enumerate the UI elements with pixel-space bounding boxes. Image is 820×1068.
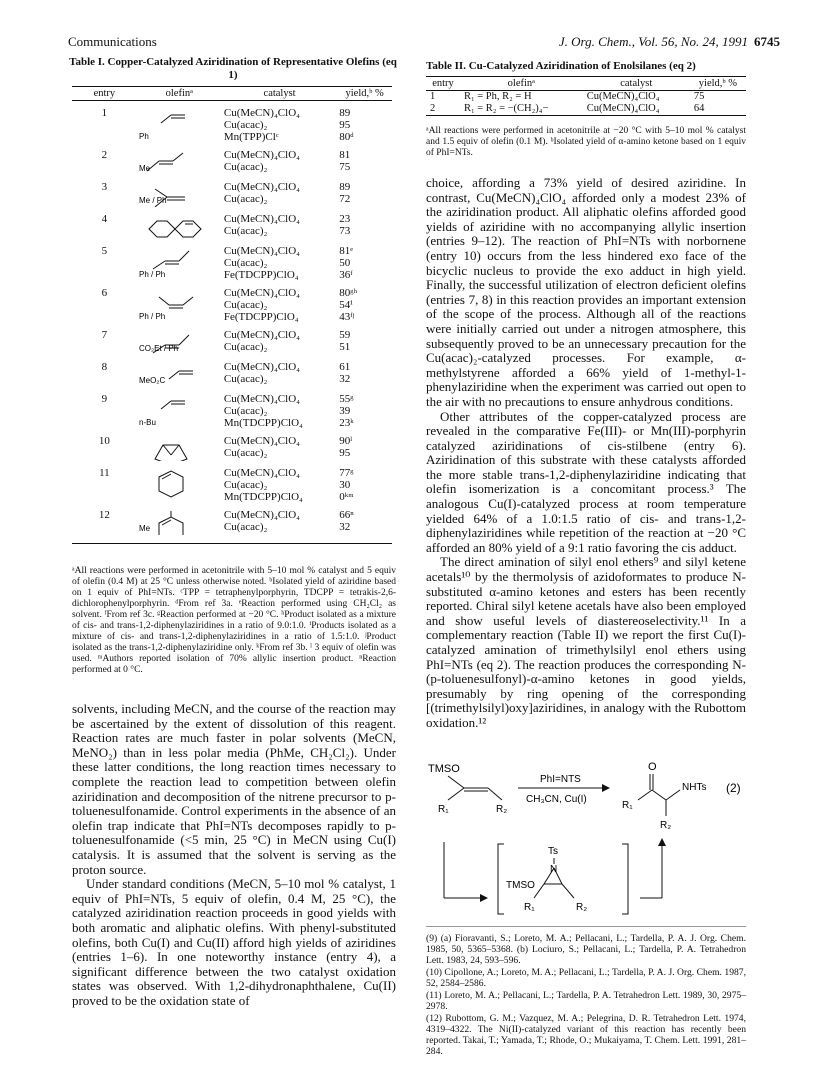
table1-olefin-cell (137, 101, 222, 144)
product-nhts-label: NHTs (682, 782, 707, 793)
table1-header-yield: yield,ᵇ % (337, 87, 392, 101)
table1-catalyst: Mn(TDCPP)ClO₄ (223, 417, 303, 429)
olefin-structure (139, 435, 209, 461)
intermediate-r2-label: R₂ (576, 902, 588, 913)
table1-yield: 72 (339, 193, 351, 205)
olefin-substituent-label: Ph (138, 132, 149, 141)
table2 (426, 76, 746, 116)
table1-yield: 36ᶠ (339, 269, 353, 281)
table1-yield: 90ˡ (339, 435, 353, 447)
table1-catalyst-cell (222, 143, 337, 175)
reference-10: (10) Cipollone, A.; Loreto, M. A.; Pellacani, L.; Tardella, P. A. J. Org. Chem. 1987, 52, 2584–2586. (426, 967, 746, 989)
table1-yield: 23ᵏ (339, 417, 354, 429)
table1-yield-cell (337, 461, 392, 503)
table1-catalyst: Cu(MeCN)₄ClO₄ (223, 393, 300, 405)
table1-catalyst-cell (222, 387, 337, 429)
olefin-substituent-label: Me / Ph (138, 196, 167, 205)
table1-row (72, 503, 392, 544)
table1-title: Table I. Copper-Catalyzed Aziridination of Representative Olefins (eq 1) (69, 56, 397, 81)
reactant-tmso-label: TMSO (428, 763, 460, 775)
table1-catalyst: Cu(acac)₂ (223, 405, 268, 417)
table1-yield: 23 (339, 213, 351, 225)
table1-yield: 43ᶠʲ (339, 311, 355, 323)
table2-yield: 75 (693, 91, 705, 102)
olefin-structure (139, 245, 209, 281)
olefin-structure (139, 393, 209, 429)
table1-yield-cell (337, 207, 392, 239)
table1-yield-cell (337, 101, 392, 144)
table1-entry-number: 11 (99, 467, 110, 479)
table1-catalyst: Cu(MeCN)₄ClO₄ (223, 245, 300, 257)
table1-entry-number: 9 (101, 393, 108, 405)
table1-entry-number: 7 (101, 329, 108, 341)
reference-12: (12) Rubottom, G. M.; Vazquez, M. A.; Pelegrina, D. R. Tetrahedron Lett. 1974, 4319–4322. The Ni(II)-catalyzed variant of this reaction has recently been reported. Takai, T.; Yamada, T.; Rhode, O.; Mukaiyama, T. Chem. Lett. 1991, 281–284. (426, 1013, 746, 1057)
reaction-scheme-eq2 (426, 760, 750, 916)
table1-catalyst: Mn(TDCPP)ClO₄ (223, 491, 303, 503)
table1-catalyst: Cu(acac)₂ (223, 257, 268, 269)
table1-yield-cell (337, 503, 392, 544)
table1-olefin-cell (137, 323, 222, 355)
table2-entry: 1 (430, 91, 436, 102)
table1-yield: 80ᵍʰ (339, 287, 358, 299)
table1-catalyst: Cu(MeCN)₄ClO₄ (223, 361, 300, 373)
journal-citation: J. Org. Chem., Vol. 56, No. 24, 1991 (558, 34, 748, 49)
intermediate-brackets (498, 844, 628, 914)
table1-catalyst: Cu(MeCN)₄ClO₄ (223, 509, 300, 521)
table1-catalyst: Mn(TPP)Clᶜ (223, 131, 279, 143)
table1-olefin-cell (137, 503, 222, 544)
table1-entry-number: 3 (101, 181, 108, 193)
table1-row (72, 101, 392, 144)
table1-olefin-cell (137, 281, 222, 323)
reactant-r1-label: R₁ (438, 804, 449, 815)
table1-header-catalyst: catalyst (222, 87, 337, 101)
table1-body (72, 101, 392, 544)
table1-yield: 73 (339, 225, 351, 237)
reaction-arrow-head (602, 784, 610, 792)
table1-header-entry: entry (72, 87, 137, 101)
table1-catalyst: Cu(MeCN)₄ClO₄ (223, 435, 300, 447)
reactant-r2-label: R₂ (496, 804, 508, 815)
olefin-substituent-label: Me (138, 164, 150, 173)
table1-olefin-cell (137, 461, 222, 503)
table1-catalyst-cell (222, 461, 337, 503)
table2-header-yield: yield,ᵇ % (690, 77, 746, 91)
intermediate-n-label: N (550, 864, 558, 875)
table2-olefin: R₁ = Ph, R₂ = H (463, 91, 532, 102)
table1-catalyst-cell (222, 503, 337, 544)
right-paragraph-3: The direct amination of silyl enol ethers⁹ and silyl ketene acetals¹⁰ by the thermolysis of azidoformates to produce N-substituted α-amino ketones and esters has been recently reported. Chiral silyl ketene acetals have also been employed and show useful levels of diastereoselectivity.¹¹ In a complementary reaction (Table II) we report the first Cu(I)-catalyzed amination of trimethylsilyl enol ethers using PhI=NTs (eq 2). The reaction produces the corresponding N-(p-toluenesulfonyl)-α-amino ketones in good yields, presumably by ring opening of the corresponding [(trimethylsilyl)oxy]aziridines, in analogy with the Rubottom oxidation.¹² (426, 554, 746, 730)
table1-entry-number: 4 (101, 213, 108, 225)
table1-catalyst: Cu(MeCN)₄ClO₄ (223, 149, 300, 161)
table1-catalyst: Cu(MeCN)₄ClO₄ (223, 213, 300, 225)
running-header-section: Communications (68, 34, 157, 49)
table1-entry-number: 5 (101, 245, 108, 257)
olefin-substituent-label: n-Bu (138, 418, 156, 427)
olefin-structure (139, 287, 209, 323)
reference-9: (9) (a) Fioravanti, S.; Loreto, M. A.; Pellacani, L.; Tardella, P. A. J. Org. Chem. 1985, 50, 5365–5368. (b) Lociuro, S.; Pellacani, L.; Tardella, P. A. Tetrahedron Lett. 1983, 24, 593–596. (426, 933, 746, 966)
table1-yield: 61 (339, 361, 351, 373)
running-header-journal (559, 34, 780, 50)
olefin-substituent-label: Ph / Ph (138, 270, 166, 279)
table1-catalyst-cell (222, 239, 337, 281)
table1-catalyst: Cu(acac)₂ (223, 373, 268, 385)
table1-olefin-cell (137, 355, 222, 387)
table1-olefin-cell (137, 239, 222, 281)
table1-yield: 0ᵏᵐ (339, 491, 354, 503)
table1-catalyst: Cu(MeCN)₄ClO₄ (223, 287, 300, 299)
table1-olefin-cell (137, 143, 222, 175)
table1-yield: 75 (339, 161, 351, 173)
table1-catalyst-cell (222, 355, 337, 387)
olefin-substituent-label: Me (138, 524, 150, 533)
table1-yield-cell (337, 355, 392, 387)
intermediate-tmso-label: TMSO (506, 880, 535, 891)
intermediate-ts-label: Ts (548, 846, 558, 857)
left-paragraph-2: Under standard conditions (MeCN, 5–10 mol % catalyst, 1 equiv of PhI=NTs, 5 equiv of olefin, 0.4 M, 25 °C), the catalyzed aziridination reaction proceeds in good yields with both aromatic and aliphatic olefins. With phenyl-substituted olefins, both Cu(I) and Cu(II) afford high yields of aziridines (entries 1–6). In one noteworthy instance (entry 4), a significant difference between the two catalyst oxidation states was observed. With 1,2-dihydronaphthalene, Cu(II) proved to be the oxidation state of (72, 876, 396, 1008)
table1-catalyst-cell (222, 429, 337, 461)
table1-entry-number: 10 (98, 435, 110, 447)
table1-yield: 55ᵍ (339, 393, 354, 405)
table1-catalyst: Fe(TDCPP)ClO₄ (223, 269, 299, 281)
table1-catalyst: Cu(MeCN)₄ClO₄ (223, 107, 300, 119)
table2-catalyst: Cu(MeCN)₄ClO₄ (586, 91, 660, 102)
olefin-structure (139, 509, 209, 535)
table2-entry: 2 (426, 103, 460, 116)
table1-catalyst-cell (222, 281, 337, 323)
table1-yield-cell (337, 429, 392, 461)
table1-entry-number: 8 (101, 361, 108, 373)
reactant-structure (448, 776, 502, 800)
table1-catalyst: Cu(MeCN)₄ClO₄ (223, 181, 300, 193)
table1-yield: 30 (339, 479, 351, 491)
table1-yield: 95 (339, 119, 351, 131)
table1-olefin-cell (137, 387, 222, 429)
intermediate-r1-label: R₁ (524, 902, 535, 913)
table1-catalyst: Cu(MeCN)₄ClO₄ (223, 329, 300, 341)
table1-yield: 89 (339, 181, 351, 193)
table1-catalyst: Cu(acac)₂ (223, 447, 268, 459)
table1-yield-cell (337, 239, 392, 281)
olefin-substituent-label: CO₂Et / Ph (138, 344, 178, 353)
table1-catalyst: Cu(acac)₂ (223, 341, 268, 353)
table1-yield-cell (337, 281, 392, 323)
table1 (72, 86, 392, 544)
mechanism-arrow-head-1 (480, 894, 488, 902)
olefin-substituent-label: MeO₂C (138, 376, 166, 385)
table1-header-olefin: olefinᵃ (137, 87, 222, 101)
table1-yield: 81ᵉ (339, 245, 354, 257)
reference-11: (11) Loreto, M. A.; Pellacani, L.; Tardella, P. A. Tetrahedron Lett. 1989, 30, 2975–2978. (426, 990, 746, 1012)
table1-yield: 66ⁿ (339, 509, 354, 521)
table1-catalyst: Cu(acac)₂ (223, 193, 268, 205)
table2-header-catalyst: catalyst (583, 77, 690, 91)
table1-yield-cell (337, 323, 392, 355)
table1-yield-cell (337, 175, 392, 207)
right-column-text (426, 176, 746, 731)
olefin-structure (139, 213, 209, 239)
right-paragraph-2: Other attributes of the copper-catalyzed process are revealed in the comparative Fe(III)- or Mn(III)-porphyrin catalyzed aziridinations of cis-stilbene (entry 6). Aziridination of this substrate with these catalysts afforded the more stable trans-1,2-diphenylaziridine indicating that olefin isomerization is a concomitant process.³ The analogous Cu(I)-catalyzed process at room temperature yielded 64% of a 1.0:1.5 ratio of cis- and trans-1,2-diphenylaziridines while repetition of the reaction at −20 °C afforded an 80% yield of a 9:1 ratio favoring the cis adduct. (426, 408, 746, 555)
table2-row (426, 91, 746, 104)
olefin-substituent-label: Ph / Ph (138, 312, 166, 321)
reagent-label: PhI=NTS (540, 774, 581, 785)
page-number: 6745 (754, 34, 780, 49)
table2-title: Table II. Cu-Catalyzed Aziridination of Enolsilanes (eq 2) (426, 60, 696, 72)
table1-row (72, 207, 392, 239)
table1-catalyst-cell (222, 323, 337, 355)
table1-yield: 51 (339, 341, 351, 353)
table1-row (72, 387, 392, 429)
table1-yield: 89 (339, 107, 351, 119)
olefin-structure (139, 149, 209, 175)
table1-catalyst: Cu(acac)₂ (223, 299, 268, 311)
olefin-structure (139, 329, 209, 355)
table1-yield-cell (337, 387, 392, 429)
table1-yield: 59 (339, 329, 351, 341)
table1-olefin-cell (137, 429, 222, 461)
table1-yield-cell (337, 143, 392, 175)
table1-yield: 95 (339, 447, 351, 459)
right-paragraph-1: choice, affording a 73% yield of desired aziridine. In contrast, Cu(MeCN)₄ClO₄ afforded only a modest 23% of the aziridination product. All aliphatic olefins afforded good yields of aziridine with no accompanying allylic insertion (entries 9–12). The reaction of PhI=NTs with norbornene (entry 10) occurs from the less hindered exo face of the bicyclic nucleus to provide the exo adduct in high yield. Finally, the successful utilization of electron deficient olefins (entries 7, 8) in this reaction provides an important extension of the scope of the process. Although all of the reactions were initially carried out under a nitrogen atmosphere, this subsequently proved to be an unnecessary precaution for the Cu(acac)₂-catalyzed processes. For example, α-methylstyrene afforded a 66% yield of 1-methyl-1-phenylaziridine when the experiment was carried out open to the air with no precautions to ensure anhydrous conditions. (426, 175, 746, 409)
equation-number: (2) (726, 781, 741, 795)
table1-row (72, 281, 392, 323)
conditions-label: CH₃CN, Cu(I) (526, 794, 587, 805)
table1-catalyst: Cu(acac)₂ (223, 119, 268, 131)
table1-catalyst: Cu(acac)₂ (223, 521, 268, 533)
table1-yield: 39 (339, 405, 351, 417)
table1-catalyst: Cu(acac)₂ (223, 225, 268, 237)
product-structure (638, 774, 680, 816)
table1-row (72, 429, 392, 461)
left-paragraph-1: solvents, including MeCN, and the course of the reaction may be ascertained by the extent of dissolution of this reagent. Reaction rates are much faster in polar solvents (MeCN, MeNO₂) than in less polar media (PhMe, CH₂Cl₂). Under these latter conditions, the long reaction times necessary to complete the reaction lead to competition between olefin aziridination and decomposition of the nitrene precursor to p-toluenesulfonamide. Control experiments in the absence of an olefin trap indicate that PhI=NTs decomposes rapidly to p-toluenesulfonamide (<5 min, 25 °C) in MeCN using Cu(I) catalysis. It is assumed that the solvent is serving as the proton source. (72, 701, 396, 877)
product-oxygen-label: O (648, 761, 657, 773)
table1-row (72, 143, 392, 175)
table1-catalyst: Cu(acac)₂ (223, 479, 268, 491)
mechanism-arrow-head-2 (658, 838, 666, 846)
olefin-structure (139, 181, 209, 207)
table2-yield: 64 (690, 103, 746, 116)
product-r2-label: R₂ (660, 820, 672, 831)
table1-catalyst-cell (222, 207, 337, 239)
table1-catalyst-cell (222, 101, 337, 144)
table1-row (72, 175, 392, 207)
table1-row (72, 239, 392, 281)
table1-yield: 80ᵈ (339, 131, 354, 143)
table1-yield: 54ⁱ (339, 299, 353, 311)
table1-yield: 81 (339, 149, 351, 161)
table1-entry-number: 6 (101, 287, 108, 299)
table1-olefin-cell (137, 175, 222, 207)
olefin-structure (139, 467, 209, 503)
table1-row (72, 461, 392, 503)
table1-row (72, 355, 392, 387)
olefin-structure (139, 361, 209, 387)
table2-header-olefin: olefinᵃ (460, 77, 583, 91)
table2-footnote: ᵃAll reactions were performed in acetonitrile at −20 °C with 5–10 mol % catalyst and 1.5 equiv of olefin (0.1 M). ᵇIsolated yield of α-amino ketone based on 1 equiv of PhI=NTs. (426, 126, 746, 158)
table1-catalyst: Cu(MeCN)₄ClO₄ (223, 467, 300, 479)
table1-olefin-cell (137, 207, 222, 239)
table1-entry-number: 12 (72, 503, 137, 544)
table1-yield: 50 (339, 257, 351, 269)
references (426, 926, 746, 1058)
table1-yield: 77ᵍ (339, 467, 354, 479)
left-column-text (72, 702, 396, 1008)
table2-row (426, 103, 746, 116)
table2-olefin: R₁ = R₂ = −(CH₂)₄− (460, 103, 583, 116)
table1-catalyst-cell (222, 175, 337, 207)
table1-footnote: ᵃAll reactions were performed in acetonitrile with 5–10 mol % catalyst and 5 equiv of olefin (0.4 M) at 25 °C unless otherwise noted. ᵇIsolated yield of aziridine based on 1 equiv of PhI=NTs. ᶜTPP = tetraphenylporphyrin, TDCPP = tetrakis-2,6-dichlorophenylporphyrin. ᵈFrom ref 3a. ᵉReaction performed using CH₂Cl₂ as solvent. ᶠFrom ref 3c. ᵍReaction performed at −20 °C. ʰProduct isolated as a mixture of cis- and trans-1,2-diphenylaziridines in a ratio of 9.0:1.0. ⁱProducts isolated as a mixture of cis- and trans-1,2-diphenylaziridines in a ratio of 1.5:1.0. ʲProduct isolated as the trans-1,2-diphenylaziridine only. ᵏFrom ref 3b. ˡ 3 equiv of olefin was used. ᵐAuthors reported isolation of 70% allylic insertion product. ⁿReaction performed at 0 °C. (72, 566, 396, 675)
table1-entry-number: 1 (101, 107, 108, 119)
table1-catalyst: Fe(TDCPP)ClO₄ (223, 311, 299, 323)
table1-yield: 32 (339, 373, 351, 385)
olefin-structure (139, 107, 209, 143)
table2-catalyst: Cu(MeCN)₄ClO₄ (583, 103, 690, 116)
table1-catalyst: Cu(acac)₂ (223, 161, 268, 173)
table1-row (72, 323, 392, 355)
product-r1-label: R₁ (622, 800, 633, 811)
table1-entry-number: 2 (101, 149, 108, 161)
table1-yield: 32 (339, 521, 351, 533)
table2-header-entry: entry (426, 77, 460, 91)
